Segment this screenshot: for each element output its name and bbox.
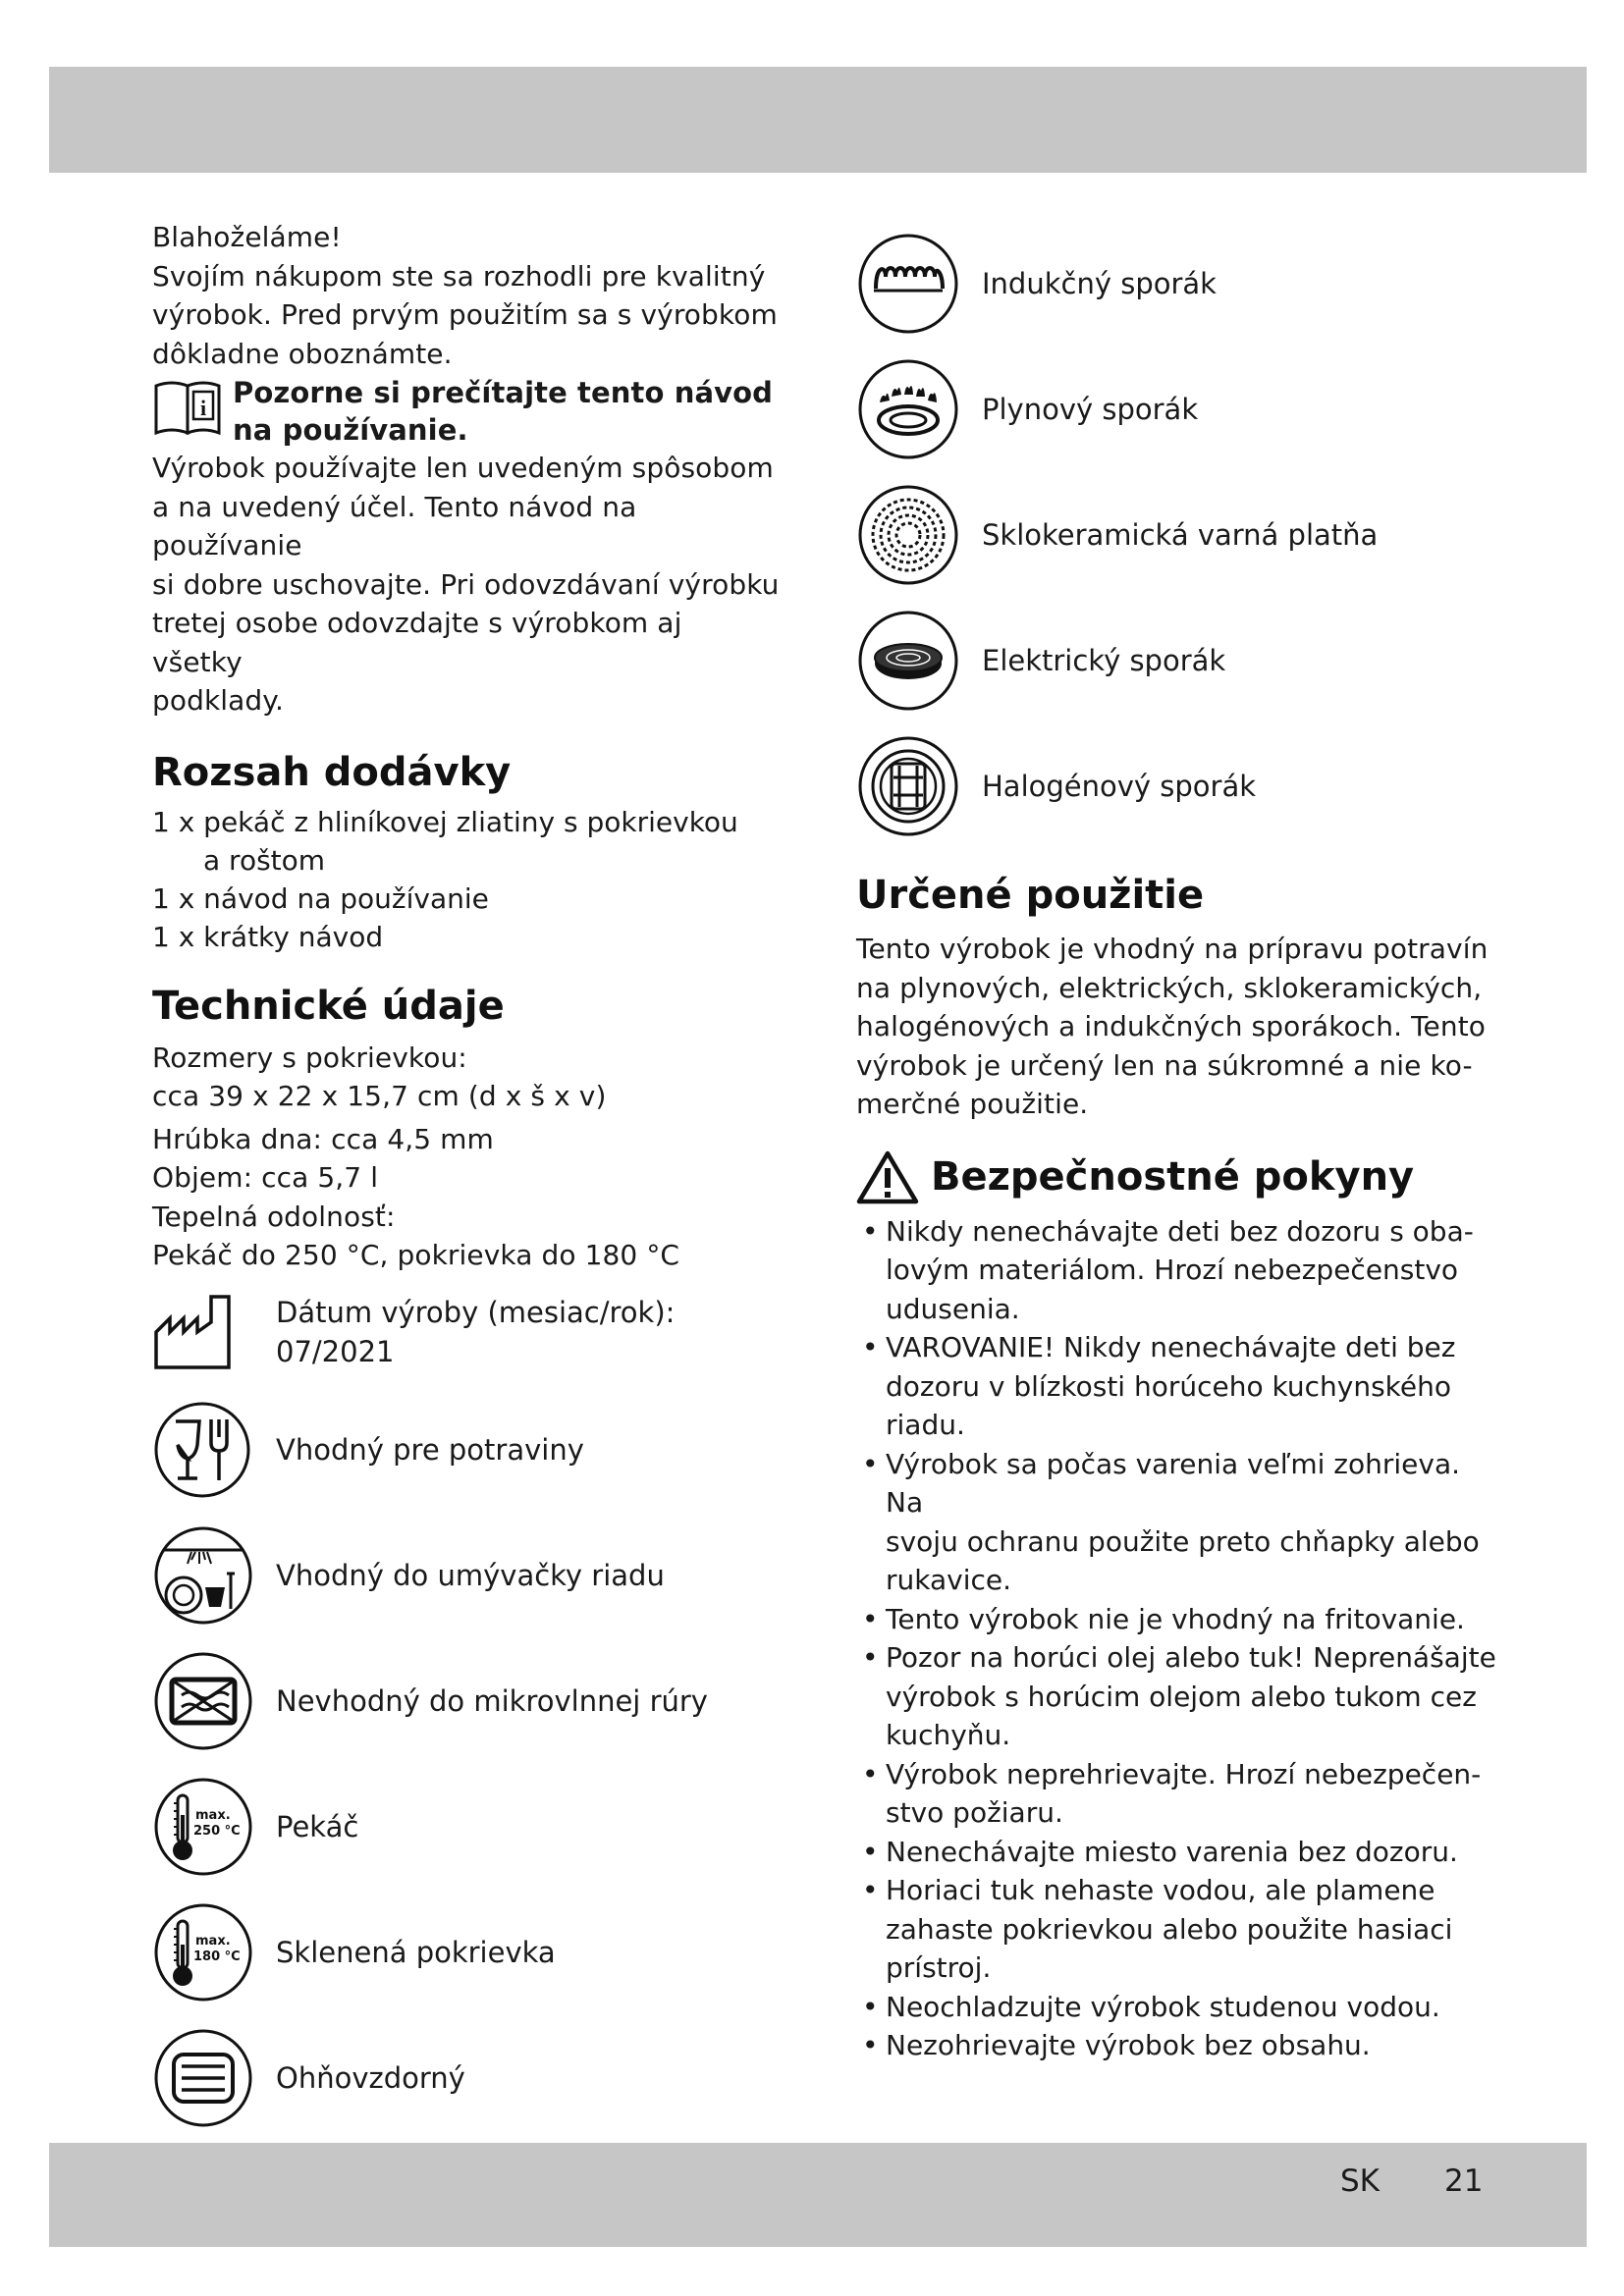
symbol-row <box>152 1387 781 1513</box>
tech-specs <box>152 1039 781 1275</box>
symbol-label: Sklokeramická varná platňa <box>982 518 1379 552</box>
safety-item <box>856 1328 1504 1445</box>
svg-text:180 °C: 180 °C <box>193 1949 241 1964</box>
safety-item <box>856 1638 1504 1755</box>
symbol-row <box>152 1293 781 1387</box>
safety-item <box>856 1833 1504 1872</box>
safety-item-line: Pozor na horúci olej alebo tuk! Neprenášajte <box>886 1641 1496 1674</box>
bullet-marker: • <box>862 1447 879 1480</box>
safety-item-line: dozoru v blízkosti horúceho kuchynského <box>886 1369 1451 1403</box>
induction-hob-icon <box>856 232 982 336</box>
scope-item: 1 x krátky návod <box>152 920 384 953</box>
symbol-label: Dátum výroby (mesiac/rok): <box>276 1295 676 1329</box>
symbol-row <box>152 1890 781 2015</box>
warning-triangle-icon <box>856 1149 919 1204</box>
safety-item-line: rukavice. <box>886 1564 1012 1596</box>
symbol-row <box>152 2015 781 2141</box>
right-column <box>856 221 1504 2065</box>
svg-text:i: i <box>199 396 207 420</box>
safety-item-line: Výrobok neprehrievajte. Hrozí nebezpečen- <box>886 1757 1482 1790</box>
bullet-marker: • <box>862 1835 879 1868</box>
gas-hob-icon <box>856 357 982 461</box>
symbol-label: Halogénový sporák <box>982 770 1257 803</box>
left-symbol-list <box>152 1293 781 2141</box>
safety-item-line: lovým materiálom. Hrozí nebezpečenstvo <box>886 1254 1459 1286</box>
intro-body-line: a na uvedený účel. Tento návod na používanie <box>152 490 637 561</box>
oven-safe-icon <box>152 2027 276 2129</box>
bullet-marker: • <box>862 2029 879 2061</box>
scope-item: 1 x návod na používanie <box>152 881 489 915</box>
symbol-label: Plynový sporák <box>982 393 1199 426</box>
safety-list <box>856 1212 1504 2065</box>
bullet-marker: • <box>862 1990 879 2023</box>
halogen-hob-icon <box>856 734 982 838</box>
bullet-marker: • <box>862 1757 879 1790</box>
safety-item-line: Tento výrobok nie je vhodný na fritovanie. <box>886 1602 1465 1635</box>
safety-item <box>856 1988 1504 2027</box>
symbol-label: Elektrický sporák <box>982 644 1226 677</box>
ceramic-hob-icon <box>856 483 982 587</box>
left-column <box>152 218 781 2141</box>
scope-item: 1 x pekáč z hliníkovej zliatiny s pokrievkou <box>152 805 738 838</box>
tech-line: cca 39 x 22 x 15,7 cm (d x š x v) <box>152 1080 607 1112</box>
tech-line: Pekáč do 250 °C, pokrievka do 180 °C <box>152 1239 680 1271</box>
electric-hob-icon <box>856 609 982 713</box>
read-manual-icon <box>152 378 233 439</box>
symbol-row <box>152 1513 781 1638</box>
header-band <box>49 67 1587 173</box>
scope-list <box>152 803 781 956</box>
thermometer-180-icon <box>152 1901 276 2003</box>
symbol-label: Indukčný sporák <box>982 267 1217 300</box>
intro-body-line: tretej osobe odovzdajte s výrobkom aj všetky <box>152 607 682 678</box>
safety-item-line: Horiaci tuk nehaste vodou, ale plamene <box>886 1874 1435 1906</box>
right-symbol-list <box>856 221 1504 849</box>
intended-use-line: Tento výrobok je vhodný na prípravu potravín <box>856 933 1489 965</box>
thermometer-250-icon <box>152 1776 276 1878</box>
tech-line: Objem: cca 5,7 l <box>152 1161 379 1194</box>
manufacture-date-icon <box>152 1293 276 1371</box>
intended-use-line: výrobok je určený len na súkromné a nie ko- <box>856 1048 1473 1082</box>
no-microwave-icon <box>152 1650 276 1752</box>
intro-line: výrobok. Pred prvým použitím sa s výrobkom <box>152 298 778 331</box>
symbol-row <box>856 723 1504 849</box>
safety-item-line: Nenechávajte miesto varenia bez dozoru. <box>886 1835 1458 1868</box>
bullet-marker: • <box>862 1874 879 1906</box>
safety-item-line: kuchyňu. <box>886 1719 1011 1751</box>
safety-item-line: VAROVANIE! Nikdy nenechávajte deti bez <box>886 1331 1456 1363</box>
intro-line: dôkladne oboznámte. <box>152 337 453 370</box>
symbol-row <box>856 221 1504 347</box>
dishwasher-safe-icon <box>152 1524 276 1627</box>
safety-item-line: zahaste pokrievkou alebo použite hasiaci <box>886 1912 1453 1946</box>
svg-text:max.: max. <box>195 1933 231 1949</box>
tech-line: Hrúbka dna: cca 4,5 mm <box>152 1122 494 1155</box>
intended-use-heading: Určené použitie <box>856 873 1205 918</box>
intro-body-line: podklady. <box>152 684 284 717</box>
symbol-row <box>152 1764 781 1890</box>
bullet-marker: • <box>862 1602 879 1635</box>
page-number: 21 <box>1444 2163 1484 2199</box>
symbol-label: 07/2021 <box>276 1334 395 1368</box>
symbol-row <box>856 598 1504 723</box>
safety-item <box>856 1871 1504 1988</box>
bullet-marker: • <box>862 1331 879 1363</box>
intro-body-line: Výrobok používajte len uvedeným spôsobom <box>152 452 774 484</box>
safety-item <box>856 2026 1504 2065</box>
symbol-row <box>856 347 1504 472</box>
symbol-label: Vhodný pre potraviny <box>276 1432 584 1467</box>
read-manual-notice <box>152 374 781 449</box>
greeting: Blahoželáme! <box>152 221 342 253</box>
intended-use-line: na plynových, elektrických, sklokeramických, <box>856 971 1483 1004</box>
safety-item <box>856 1600 1504 1639</box>
safety-item <box>856 1212 1504 1329</box>
intro-body-line: si dobre uschovajte. Pri odovzdávaní výrobku <box>152 567 780 601</box>
tech-heading: Technické údaje <box>152 983 505 1029</box>
svg-text:max.: max. <box>195 1807 231 1823</box>
safety-item-line: Nezohrievajte výrobok bez obsahu. <box>886 2029 1371 2061</box>
symbol-row <box>152 1638 781 1764</box>
intended-use-text <box>856 930 1504 1124</box>
safety-item <box>856 1755 1504 1833</box>
safety-item-line: stvo požiaru. <box>886 1796 1063 1829</box>
notice-title: Pozorne si prečítajte tento návod <box>233 376 774 409</box>
symbol-label: Nevhodný do mikrovlnnej rúry <box>276 1683 708 1718</box>
safety-heading: Bezpečnostné pokyny <box>931 1153 1415 1200</box>
safety-item-line: svoju ochranu použite preto chňapky alebo <box>886 1524 1480 1558</box>
scope-item: a roštom <box>203 843 326 877</box>
intro-line: Svojím nákupom ste sa rozhodli pre kvalitný <box>152 259 766 293</box>
svg-text:250 °C: 250 °C <box>193 1823 241 1839</box>
tech-line: Rozmery s pokrievkou: <box>152 1041 467 1074</box>
symbol-label: Vhodný do umývačky riadu <box>276 1558 665 1592</box>
safety-heading-row <box>856 1149 1504 1204</box>
safety-item-line: Neochladzujte výrobok studenou vodou. <box>886 1990 1440 2023</box>
intended-use-line: halogénových a indukčných sporákoch. Tento <box>856 1010 1487 1042</box>
symbol-label: Ohňovzdorný <box>276 2060 465 2095</box>
footer-language: SK <box>1340 2163 1380 2199</box>
symbol-row <box>856 472 1504 598</box>
safety-item-line: výrobok s horúcim olejom alebo tukom cez <box>886 1680 1477 1713</box>
safety-item-line: udusenia. <box>886 1292 1020 1325</box>
symbol-label: Pekáč <box>276 1809 359 1843</box>
food-safe-icon <box>152 1400 276 1500</box>
symbol-label: Sklenená pokrievka <box>276 1935 556 1969</box>
safety-item-line: Výrobok sa počas varenia veľmi zohrieva. Na <box>886 1447 1461 1519</box>
safety-item-line: riadu. <box>886 1409 965 1441</box>
safety-item-line: prístroj. <box>886 1951 992 1984</box>
notice-title: na používanie. <box>233 413 468 447</box>
scope-heading: Rozsah dodávky <box>152 749 512 795</box>
safety-item <box>856 1445 1504 1600</box>
tech-line: Tepelná odolnosť: <box>152 1200 396 1233</box>
bullet-marker: • <box>862 1641 879 1674</box>
safety-item-line: Nikdy nenechávajte deti bez dozoru s oba- <box>886 1214 1474 1248</box>
bullet-marker: • <box>862 1214 879 1248</box>
intended-use-line: merčné použitie. <box>856 1088 1089 1120</box>
